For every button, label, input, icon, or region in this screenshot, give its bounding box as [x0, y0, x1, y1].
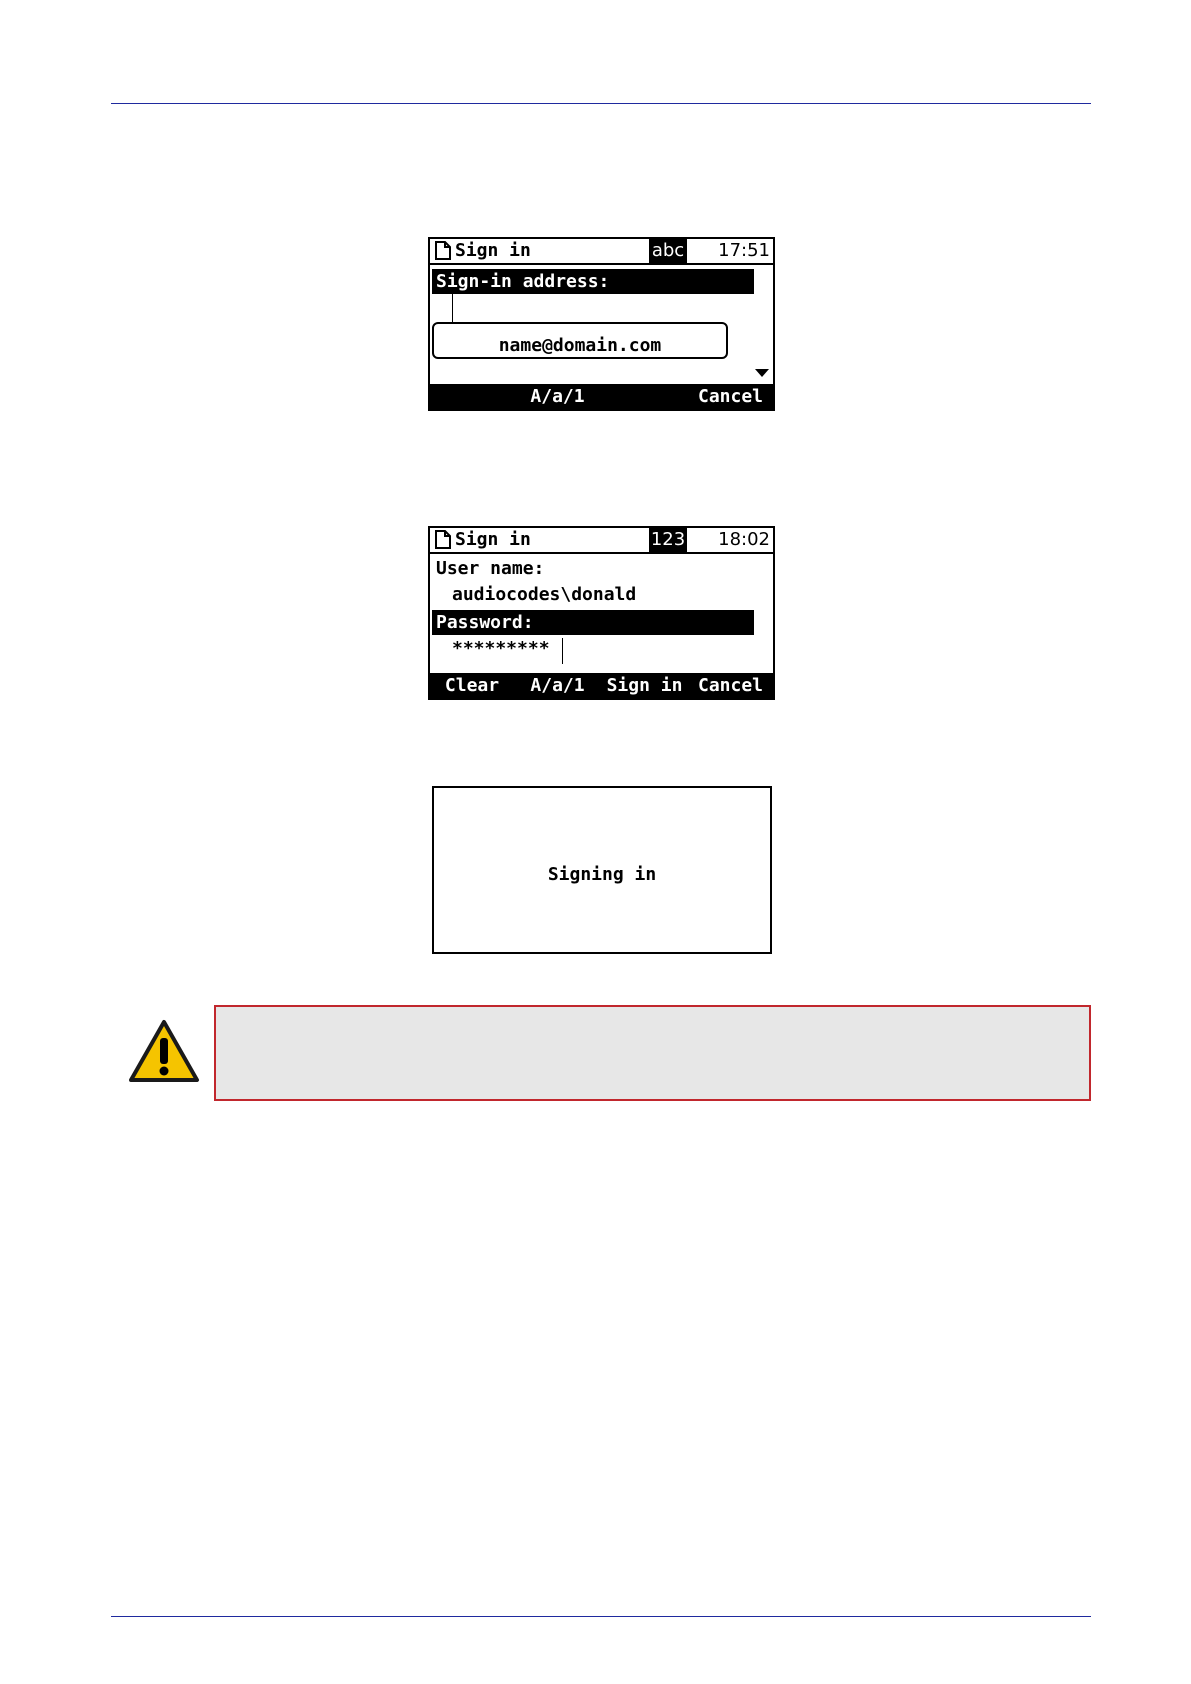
- password-field[interactable]: *********: [452, 638, 550, 659]
- document-icon: [435, 241, 451, 260]
- softkey-input-mode[interactable]: A/a/1: [530, 675, 585, 696]
- header-rule: [111, 103, 1091, 104]
- user-name-label: User name:: [436, 558, 545, 579]
- input-mode-badge: abc: [649, 239, 687, 263]
- input-mode-badge: 123: [650, 529, 686, 550]
- note-box: [214, 1005, 1091, 1101]
- scroll-down-icon: [755, 369, 769, 377]
- text-cursor: [562, 638, 563, 664]
- phone-screen-credentials: [428, 526, 775, 700]
- sign-in-address-label: Sign-in address:: [432, 269, 754, 294]
- footer-rule: [111, 1616, 1091, 1617]
- clock: 17:51: [718, 240, 770, 261]
- softkey-1[interactable]: [430, 384, 514, 409]
- document-icon: [435, 530, 451, 549]
- phone-screen-signing-in: [432, 786, 772, 954]
- title-bar: [430, 239, 773, 265]
- phone-screen-sign-in-address: [428, 237, 775, 411]
- warning-icon: [128, 1018, 200, 1084]
- password-label: Password:: [432, 610, 754, 635]
- user-name-field[interactable]: audiocodes\donald: [452, 584, 637, 605]
- softkey-cancel[interactable]: Cancel: [697, 386, 764, 407]
- title-bar: [430, 528, 773, 554]
- screen-title: Sign in: [455, 240, 531, 261]
- softkey-3[interactable]: [601, 384, 688, 409]
- softkey-bar: [430, 384, 773, 409]
- softkey-input-mode[interactable]: A/a/1: [530, 386, 585, 407]
- signing-in-status: Signing in: [547, 864, 657, 885]
- sign-in-address-field[interactable]: name@domain.com: [432, 322, 728, 359]
- text-cursor: [452, 294, 453, 324]
- clock: 18:02: [718, 529, 770, 550]
- screen-title: Sign in: [455, 529, 531, 550]
- softkey-clear[interactable]: Clear: [444, 675, 500, 696]
- softkey-cancel[interactable]: Cancel: [697, 675, 764, 696]
- softkey-bar: [430, 673, 773, 698]
- softkey-sign-in[interactable]: Sign in: [606, 675, 683, 696]
